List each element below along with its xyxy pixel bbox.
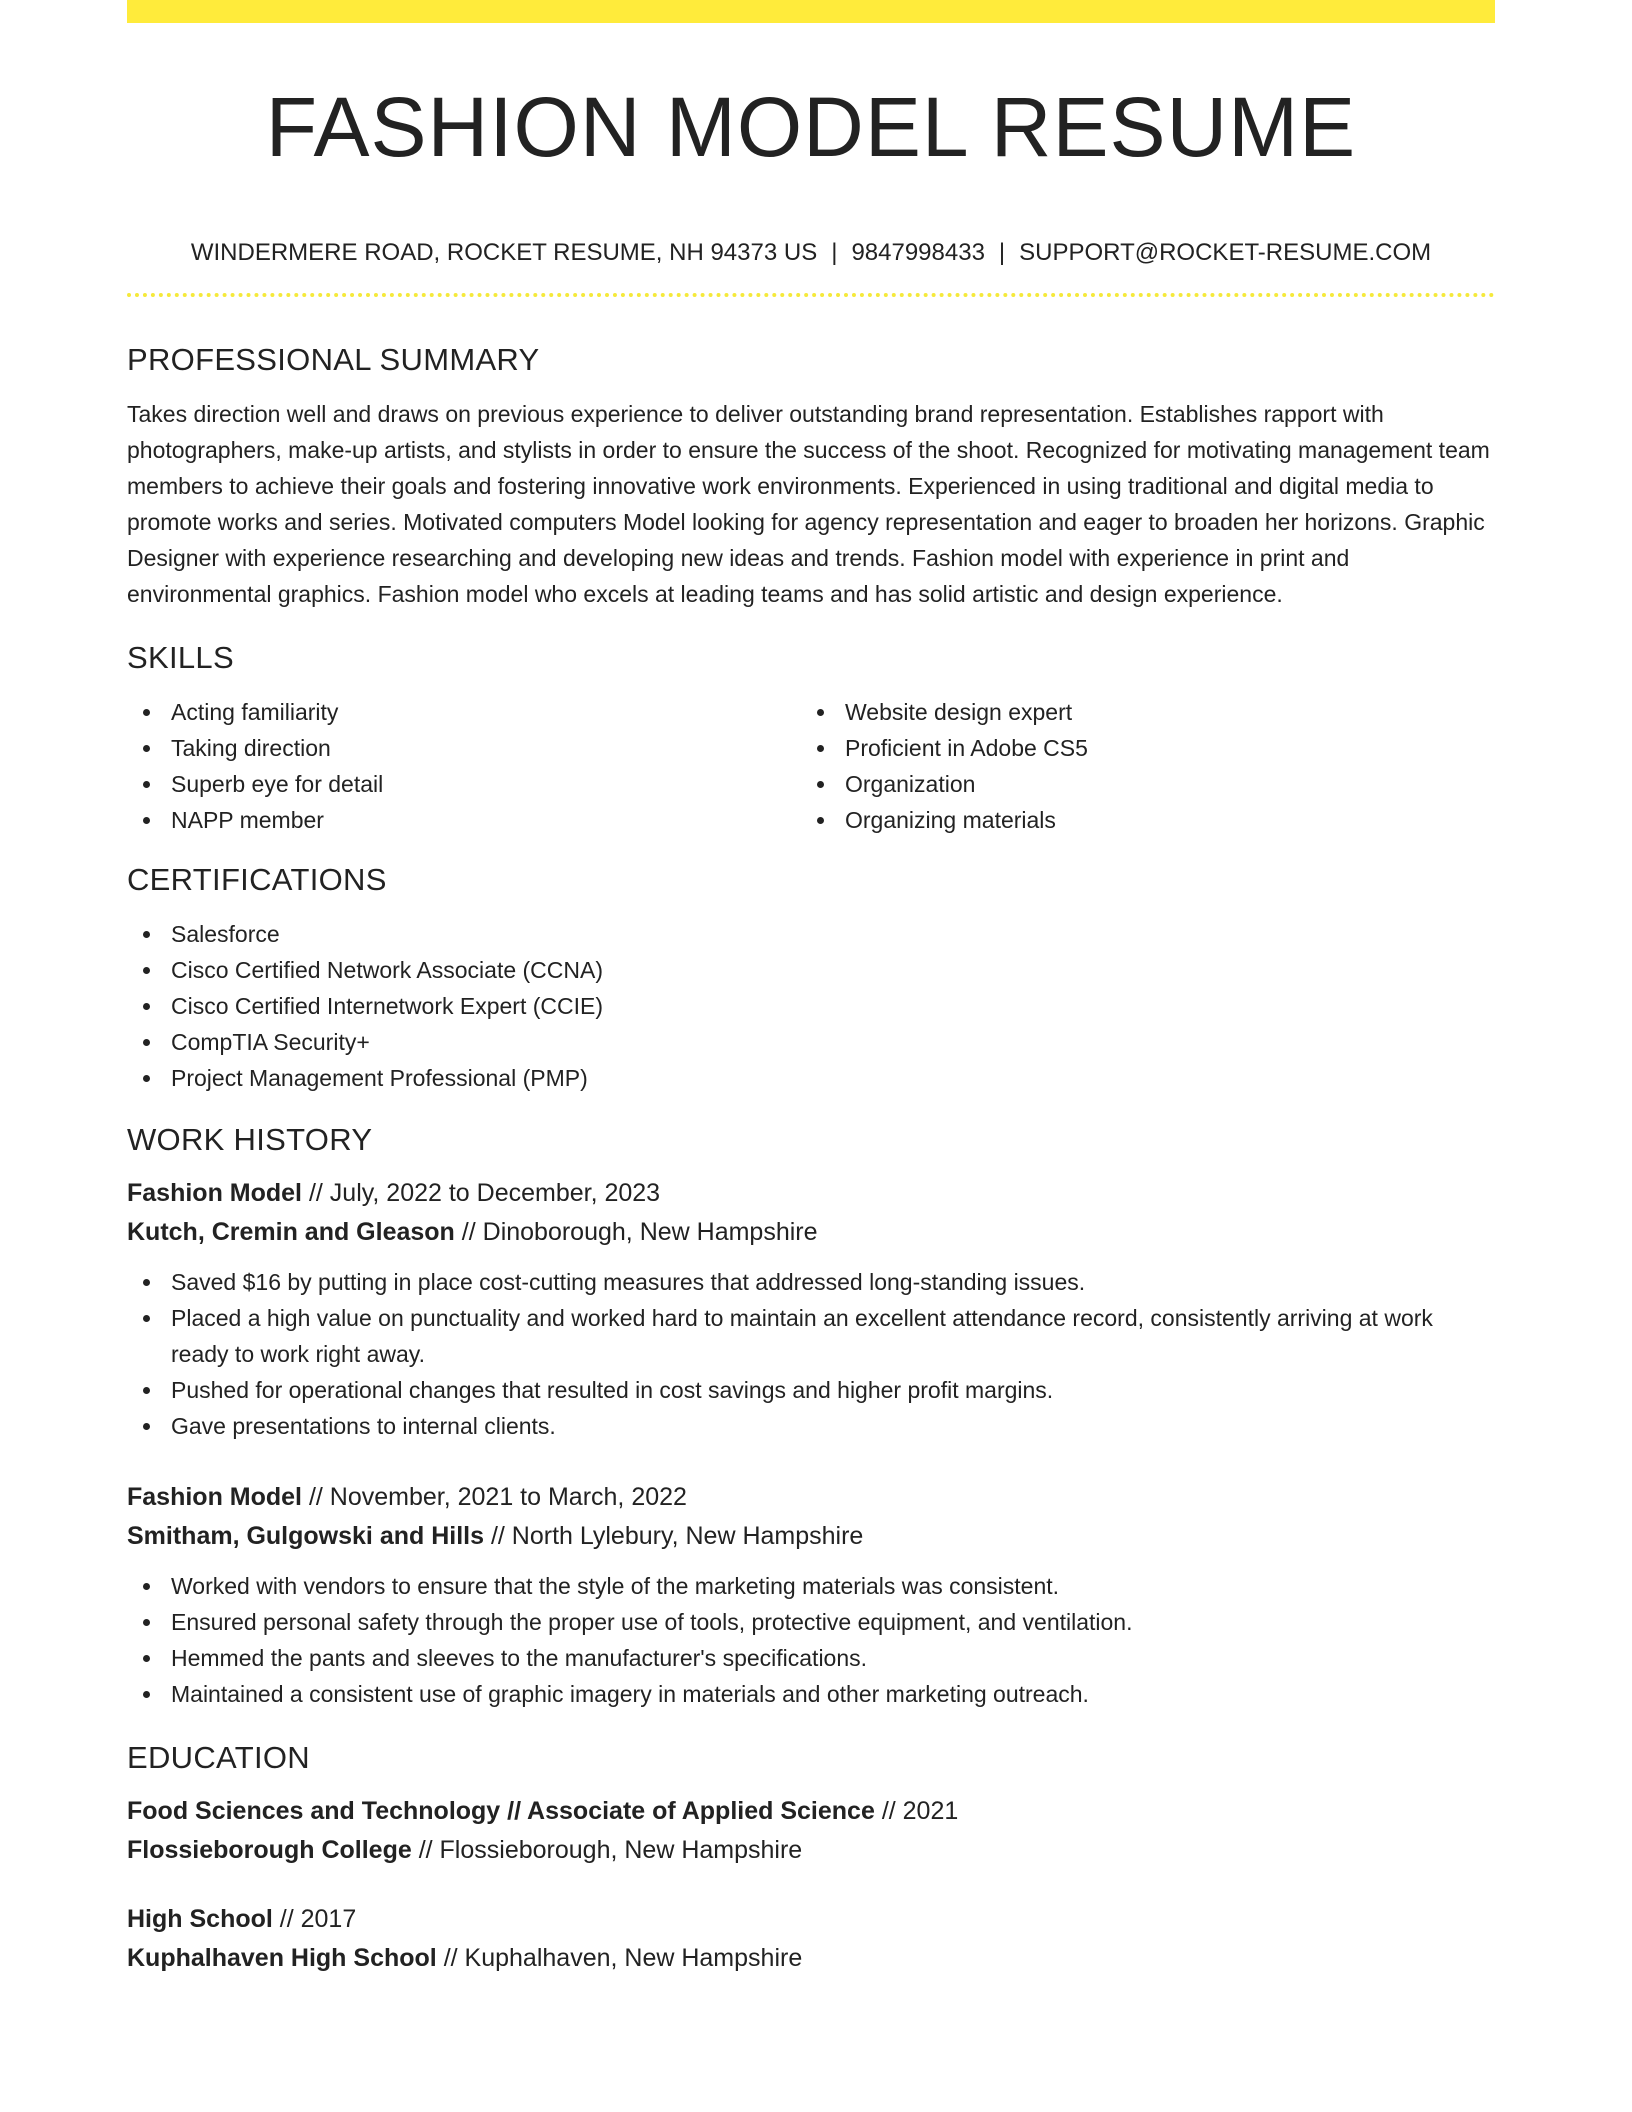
education-degree: Food Sciences and Technology // Associate of Applied Science — [127, 1797, 875, 1825]
contact-address: WINDERMERE ROAD, ROCKET RESUME, NH 94373 US — [190, 239, 818, 266]
resume-page — [127, 0, 1495, 1978]
certifications-heading: CERTIFICATIONS — [127, 862, 387, 897]
skills-left-column — [127, 694, 801, 838]
job-role-line — [127, 1174, 1495, 1213]
skill-item: Taking direction — [127, 730, 801, 766]
skill-item: Website design expert — [801, 694, 1475, 730]
job-bullets — [127, 1568, 1495, 1712]
certification-item: Salesforce — [127, 916, 1495, 952]
job-company: Kutch, Cremin and Gleason — [127, 1218, 455, 1246]
job-company-line — [127, 1213, 1495, 1252]
job-company-line — [127, 1517, 1495, 1556]
contact-email: SUPPORT@ROCKET-RESUME.COM — [1019, 239, 1432, 266]
job-bullet: Placed a high value on punctuality and worked hard to maintain an excellent attendance record, consistently arriving at work ready to work right away. — [127, 1300, 1495, 1372]
contact-separator: | — [998, 239, 1006, 266]
education-degree: High School — [127, 1905, 273, 1933]
certification-item: CompTIA Security+ — [127, 1024, 1495, 1060]
education-year: // 2017 — [279, 1905, 357, 1933]
work-history-heading: WORK HISTORY — [127, 1122, 373, 1157]
education-degree-line — [127, 1792, 1495, 1831]
job-bullet: Pushed for operational changes that resulted in cost savings and higher profit margins. — [127, 1372, 1495, 1408]
job-bullet: Maintained a consistent use of graphic imagery in materials and other marketing outreach. — [127, 1676, 1495, 1712]
skills-right-column — [801, 694, 1475, 838]
job-company: Smitham, Gulgowski and Hills — [127, 1522, 485, 1550]
job-bullet: Ensured personal safety through the proper use of tools, protective equipment, and ventilation. — [127, 1604, 1495, 1640]
accent-top-bar — [127, 0, 1495, 23]
education-school: Kuphalhaven High School — [127, 1944, 437, 1972]
job-dates: // July, 2022 to December, 2023 — [308, 1179, 661, 1207]
skills-grid — [127, 694, 1495, 838]
contact-phone: 9847998433 — [851, 239, 985, 266]
education-entry — [127, 1792, 1495, 1870]
job-bullet: Saved $16 by putting in place cost-cutting measures that addressed long-standing issues. — [127, 1264, 1495, 1300]
job-entry — [127, 1174, 1495, 1444]
job-role: Fashion Model — [127, 1483, 302, 1511]
education-entry — [127, 1900, 1495, 1978]
job-entry — [127, 1478, 1495, 1712]
skills-heading: SKILLS — [127, 640, 234, 675]
skill-item: NAPP member — [127, 802, 801, 838]
skill-item: Acting familiarity — [127, 694, 801, 730]
education-school: Flossieborough College — [127, 1836, 412, 1864]
job-bullet: Worked with vendors to ensure that the style of the marketing materials was consistent. — [127, 1568, 1495, 1604]
job-role: Fashion Model — [127, 1179, 302, 1207]
education-year: // 2021 — [881, 1797, 959, 1825]
education-school-line — [127, 1939, 1495, 1978]
job-location: // North Lylebury, New Hampshire — [490, 1522, 864, 1550]
resume-title: FASHION MODEL RESUME — [265, 80, 1357, 174]
contact-line — [127, 239, 1495, 267]
education-location: // Kuphalhaven, New Hampshire — [443, 1944, 803, 1972]
dotted-divider — [127, 293, 1495, 297]
skill-item: Superb eye for detail — [127, 766, 801, 802]
skill-item: Proficient in Adobe CS5 — [801, 730, 1475, 766]
job-bullets — [127, 1264, 1495, 1444]
contact-separator: | — [831, 239, 838, 266]
job-bullet: Gave presentations to internal clients. — [127, 1408, 1495, 1444]
certification-item: Project Management Professional (PMP) — [127, 1060, 1495, 1096]
education-location: // Flossieborough, New Hampshire — [418, 1836, 803, 1864]
skill-item: Organizing materials — [801, 802, 1475, 838]
job-dates: // November, 2021 to March, 2022 — [308, 1483, 687, 1511]
education-school-line — [127, 1831, 1495, 1870]
education-heading: EDUCATION — [127, 1740, 310, 1775]
summary-heading: PROFESSIONAL SUMMARY — [127, 342, 540, 377]
job-role-line — [127, 1478, 1495, 1517]
summary-text: Takes direction well and draws on previous experience to deliver outstanding brand representation. Establishes rapport with photographers, make-up artists, and stylists in order to ensure the success of the shoot. Recognized for motivating management team members to achieve their goals and fostering innovative work environments. Experienced in using traditional and digital media to promote works and series. Motivated computers Model looking for agency representation and eager to broaden her horizons. Graphic Designer with experience researching and developing new ideas and trends. Fashion model with experience in print and environmental graphics. Fashion model who excels at leading teams and has solid artistic and design experience. — [127, 401, 1490, 607]
education-degree-line — [127, 1900, 1495, 1939]
certifications-list — [127, 916, 1495, 1096]
job-location: // Dinoborough, New Hampshire — [461, 1218, 818, 1246]
certification-item: Cisco Certified Network Associate (CCNA) — [127, 952, 1495, 988]
skill-item: Organization — [801, 766, 1475, 802]
job-bullet: Hemmed the pants and sleeves to the manufacturer's specifications. — [127, 1640, 1495, 1676]
certification-item: Cisco Certified Internetwork Expert (CCIE) — [127, 988, 1495, 1024]
